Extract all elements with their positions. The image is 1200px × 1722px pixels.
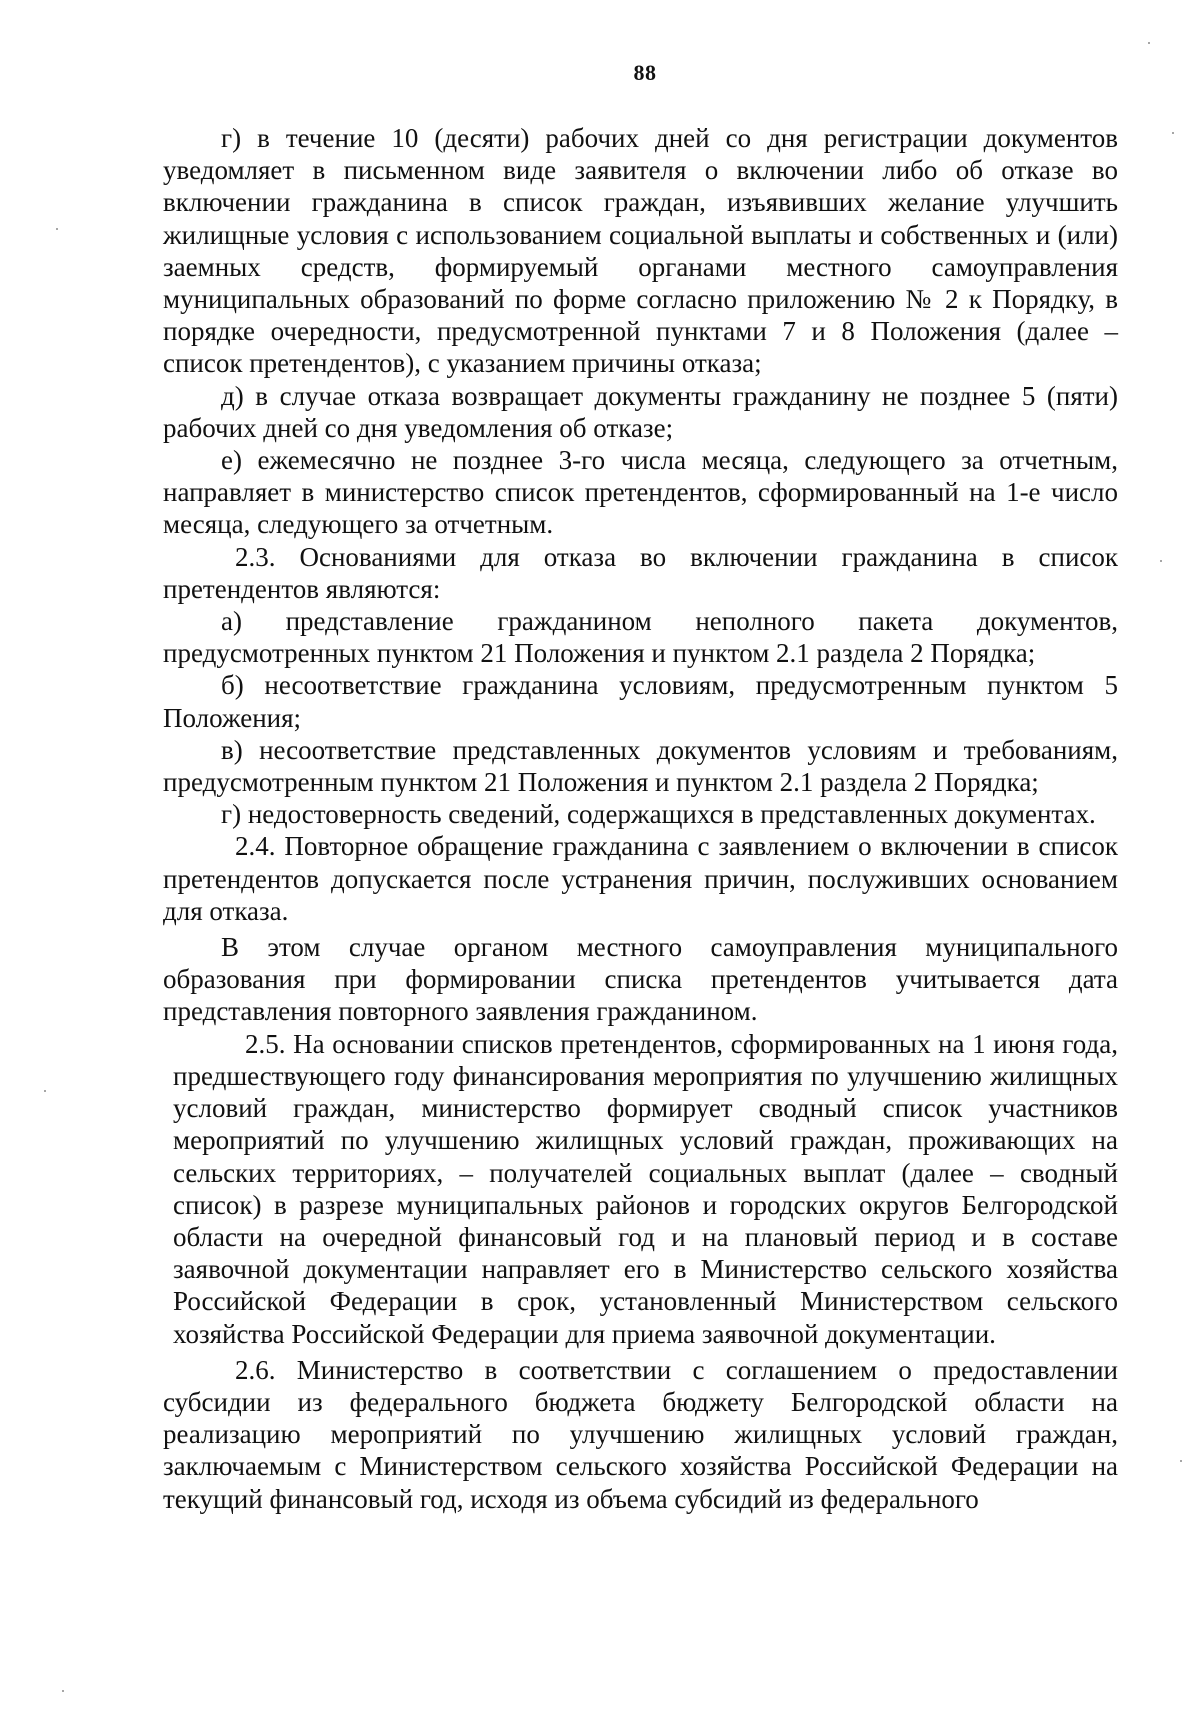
paragraph-d-return-documents: д) в случае отказа возвращает документы гражданину не позднее 5 (пяти) рабочих дней со дня уведомления об отказе; (163, 380, 1118, 443)
scan-speck (1160, 560, 1162, 562)
scan-speck (56, 228, 58, 230)
paragraph-2-3-b: б) несоответствие гражданина условиям, предусмотренным пунктом 5 Положения; (163, 670, 1118, 733)
paragraph-2-3-v: в) несоответствие представленных документов условиям и требованиям, предусмотренным пунктом 21 Положения и пунктом 2.1 раздела 2 Порядка; (163, 734, 1118, 798)
scan-speck (1148, 42, 1150, 44)
paragraph-2-4-repeat-application: 2.4. Повторное обращение гражданина с заявлением о включении в список претендентов допускается после устранения причин, послуживших основанием для отказа. (163, 831, 1118, 926)
paragraph-2-6-ministry-subsidy: 2.6. Министерство в соответствии с соглашением о предоставлении субсидии из федерального бюджета бюджету Белгородской области на реализацию мероприятий по улучшению жилищных условий граждан, заключаемым с Министерством сельского хозяйства Российской Федерации на текущий финансовый год, исходя из объема субсидий из федерального (163, 1354, 1118, 1514)
paragraph-e-monthly-list: е) ежемесячно не позднее 3-го числа месяца, следующего за отчетным, направляет в министерство список претендентов, сформированный на 1-е число месяца, следующего за отчетным. (163, 445, 1118, 540)
paragraph-2-3-g: г) недостоверность сведений, содержащихся в представленных документах. (221, 799, 1096, 830)
scan-speck (44, 1090, 46, 1092)
paragraph-2-4-continuation: В этом случае органом местного самоуправления муниципального образования при формировании списка претендентов учитывается дата представления повторного заявления гражданином. (163, 932, 1118, 1027)
paragraph-2-5-consolidated-list: 2.5. На основании списков претендентов, сформированных на 1 июня года, предшествующего году финансирования мероприятия по улучшению жилищных условий граждан, министерство формирует сводный список участников мероприятий по улучшению жилищных условий граждан, проживающих на сельских территориях, – получателей социальных выплат (далее – сводный список) в разрезе муниципальных районов и городских округов Белгородской области на очередной финансовый год и на плановый период и в составе заявочной документации направляет его в Министерство сельского хозяйства Российской Федерации в срок, установленный Министерством сельского хозяйства Российской Федерации для приема заявочной документации. (173, 1028, 1118, 1349)
paragraph-2-3-a: а) представление гражданином неполного пакета документов, предусмотренных пунктом 21 Положения и пунктом 2.1 раздела 2 Порядка; (163, 606, 1118, 669)
scan-speck (1180, 1460, 1182, 1462)
document-body (163, 122, 1118, 1515)
paragraph-g-notification: г) в течение 10 (десяти) рабочих дней со дня регистрации документов уведомляет в письменном виде заявителя о включении либо об отказе во включении гражданина в список граждан, изъявивших желание улучшить жилищные условия с использованием социальной выплаты и собственных и (или) заемных средств, формируемый органами местного самоуправления муниципальных образований по форме согласно приложению № 2 к Порядку, в порядке очередности, предусмотренной пунктами 7 и 8 Положения (далее – список претендентов), с указанием причины отказа; (163, 123, 1118, 379)
page-number: 88 (633, 60, 657, 85)
scan-speck (1172, 132, 1174, 134)
paragraph-2-3-grounds-for-refusal: 2.3. Основаниями для отказа во включении гражданина в список претендентов являются: (163, 541, 1118, 604)
scan-speck (62, 1690, 64, 1692)
